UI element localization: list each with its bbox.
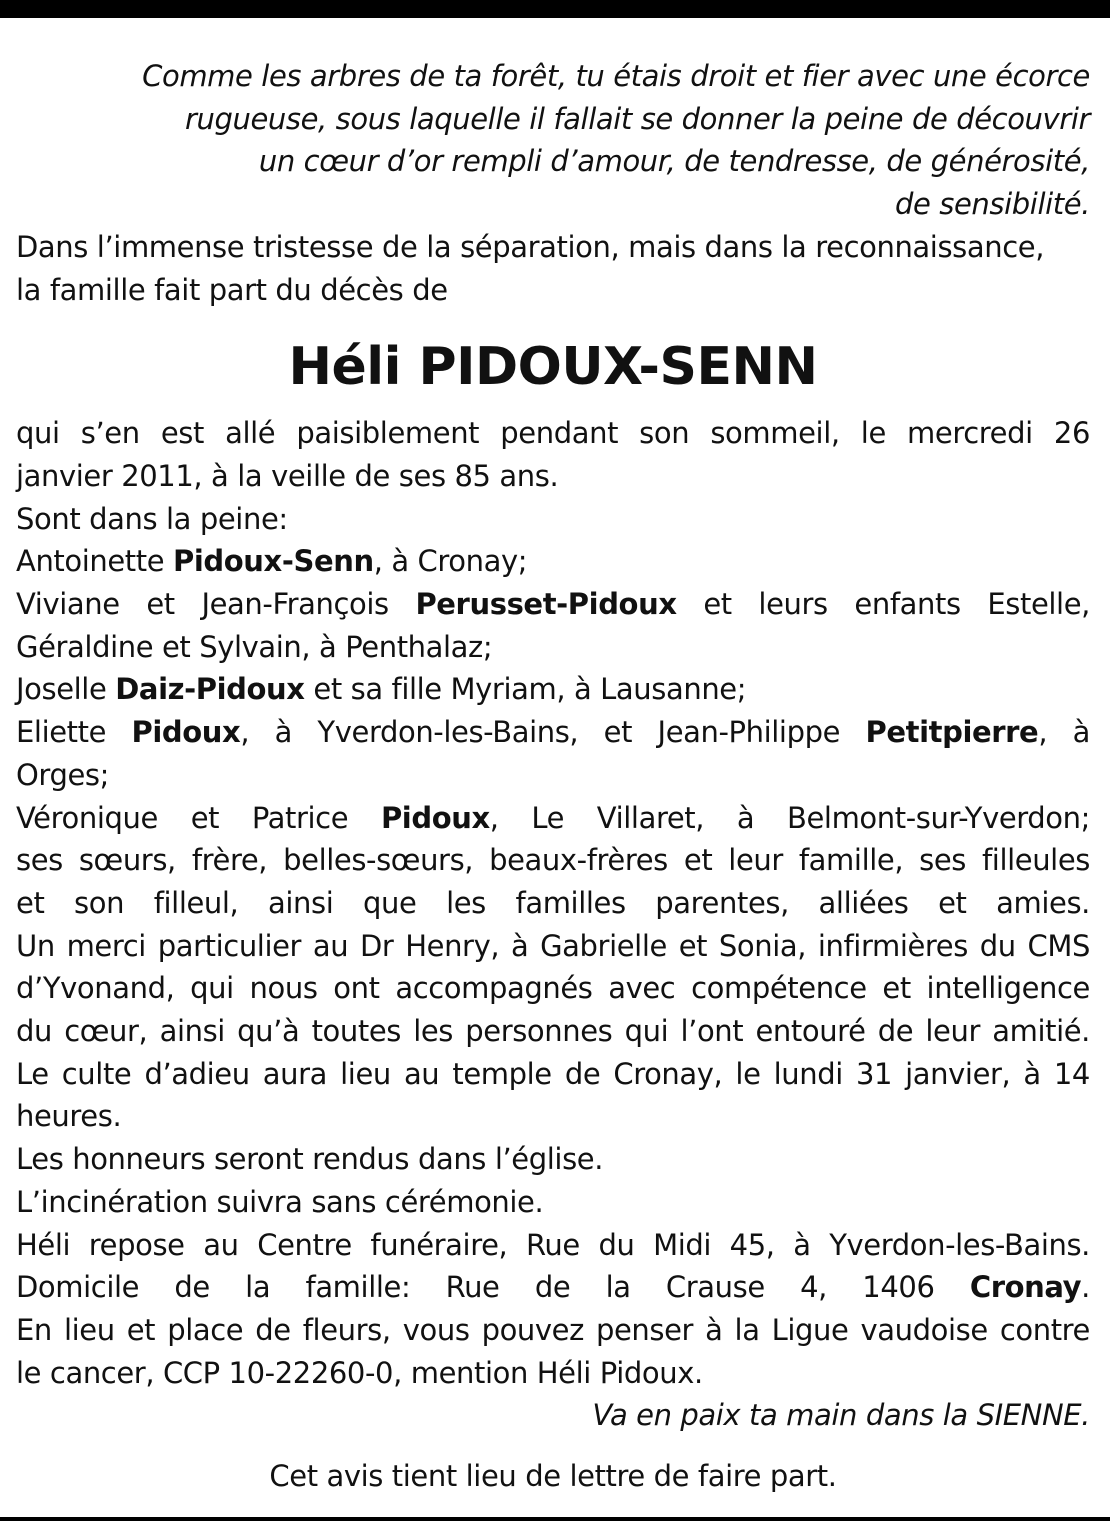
bottom-rule [0, 1517, 1110, 1521]
domicile-line [16, 1266, 1090, 1309]
mourner-surname: Pidoux [380, 800, 490, 835]
mourner-surname: Pidoux [131, 715, 241, 750]
mourner-surname: Daiz-Pidoux [115, 672, 305, 707]
mourner-text: Antoinette [16, 544, 174, 579]
mourner-text: Joselle [16, 672, 116, 707]
mourner-entry [16, 668, 1090, 711]
mourner-surname: Petitpierre [865, 715, 1039, 750]
epigraph-line: de sensibilité. [895, 187, 1090, 222]
epigraph-line: rugueuse, sous laquelle il fallait se donner la peine de découvrir [184, 101, 1090, 136]
mourner-text: , à Cronay; [373, 544, 528, 579]
extended-family-line: et son filleul, ainsi que les familles parentes, alliées et amies. [16, 885, 1090, 920]
service-line: Les honneurs seront rendus dans l’église. [16, 1142, 604, 1177]
mourner-entry [16, 797, 1090, 840]
thanks-line: du cœur, ainsi qu’à toutes les personnes qui l’ont entouré de leur amitié. [16, 1014, 1090, 1049]
top-rule [0, 0, 1110, 18]
footer-note: Cet avis tient lieu de lettre de faire part. [269, 1459, 837, 1494]
passing-line: janvier 2011, à la veille de ses 85 ans. [16, 458, 559, 493]
domicile-place: Cronay [969, 1270, 1082, 1305]
donation-line: En lieu et place de fleurs, vous pouvez penser à la Ligue vaudoise contre [16, 1312, 1090, 1347]
thanks-line: d’Yvonand, qui nous ont accompagnés avec compétence et intelligence [16, 971, 1090, 1006]
mourner-text: Eliette [16, 715, 132, 750]
extended-family-line: ses sœurs, frère, belles-sœurs, beaux-frères et leur famille, ses filleules [16, 843, 1090, 878]
service-line: L’incinération suivra sans cérémonie. [16, 1184, 544, 1219]
mourner-surname: Perusset-Pidoux [415, 587, 677, 622]
domicile-text: Domicile de la famille: Rue de la Crause 4, 1406 [16, 1270, 970, 1305]
epigraph [16, 55, 1090, 226]
intro-line: la famille fait part du décès de [16, 272, 448, 307]
mourner-text: , à Yverdon-les-Bains, et Jean-Philippe [240, 715, 866, 750]
mourner-surname: Pidoux-Senn [173, 544, 374, 579]
mourner-entry [16, 711, 1090, 754]
mourner-text: Véronique et Patrice [16, 800, 381, 835]
mourner-entry [16, 583, 1090, 626]
obituary-notice [16, 55, 1090, 1498]
domicile-text: . [1081, 1270, 1090, 1305]
thanks-line: Un merci particulier au Dr Henry, à Gabrielle et Sonia, infirmières du CMS [16, 928, 1090, 963]
epigraph-line: Comme les arbres de ta forêt, tu étais droit et fier avec une écorce [142, 59, 1090, 93]
mourner-text: et sa fille Myriam, à Lausanne; [304, 672, 747, 707]
mourner-entry [16, 540, 1090, 583]
mourner-entry-continued: Orges; [16, 757, 109, 792]
mourner-text: , Le Villaret, à Belmont-sur-Yverdon; [489, 800, 1090, 835]
service-line: Le culte d’adieu aura lieu au temple de Cronay, le lundi 31 janvier, à 14 [16, 1056, 1090, 1091]
mourner-text: , à [1038, 715, 1090, 750]
mourners-heading: Sont dans la peine: [16, 501, 288, 536]
donation-line: le cancer, CCP 10-22260-0, mention Héli Pidoux. [16, 1355, 703, 1390]
mourner-text: Viviane et Jean-François [16, 587, 416, 622]
closing-verse: Va en paix ta main dans la SIENNE. [592, 1398, 1090, 1433]
mourner-text: et leurs enfants Estelle, [676, 587, 1090, 622]
intro-line: Dans l’immense tristesse de la séparation, mais dans la reconnaissance, [16, 229, 1045, 264]
service-line: Héli repose au Centre funéraire, Rue du Midi 45, à Yverdon-les-Bains. [16, 1227, 1090, 1262]
service-line: heures. [16, 1099, 122, 1134]
passing-line: qui s’en est allé paisiblement pendant son sommeil, le mercredi 26 [16, 416, 1090, 451]
epigraph-line: un cœur d’or rempli d’amour, de tendresse, de générosité, [258, 144, 1090, 179]
deceased-name: Héli PIDOUX-SENN [288, 337, 818, 398]
mourner-entry-continued: Géraldine et Sylvain, à Penthalaz; [16, 629, 493, 664]
